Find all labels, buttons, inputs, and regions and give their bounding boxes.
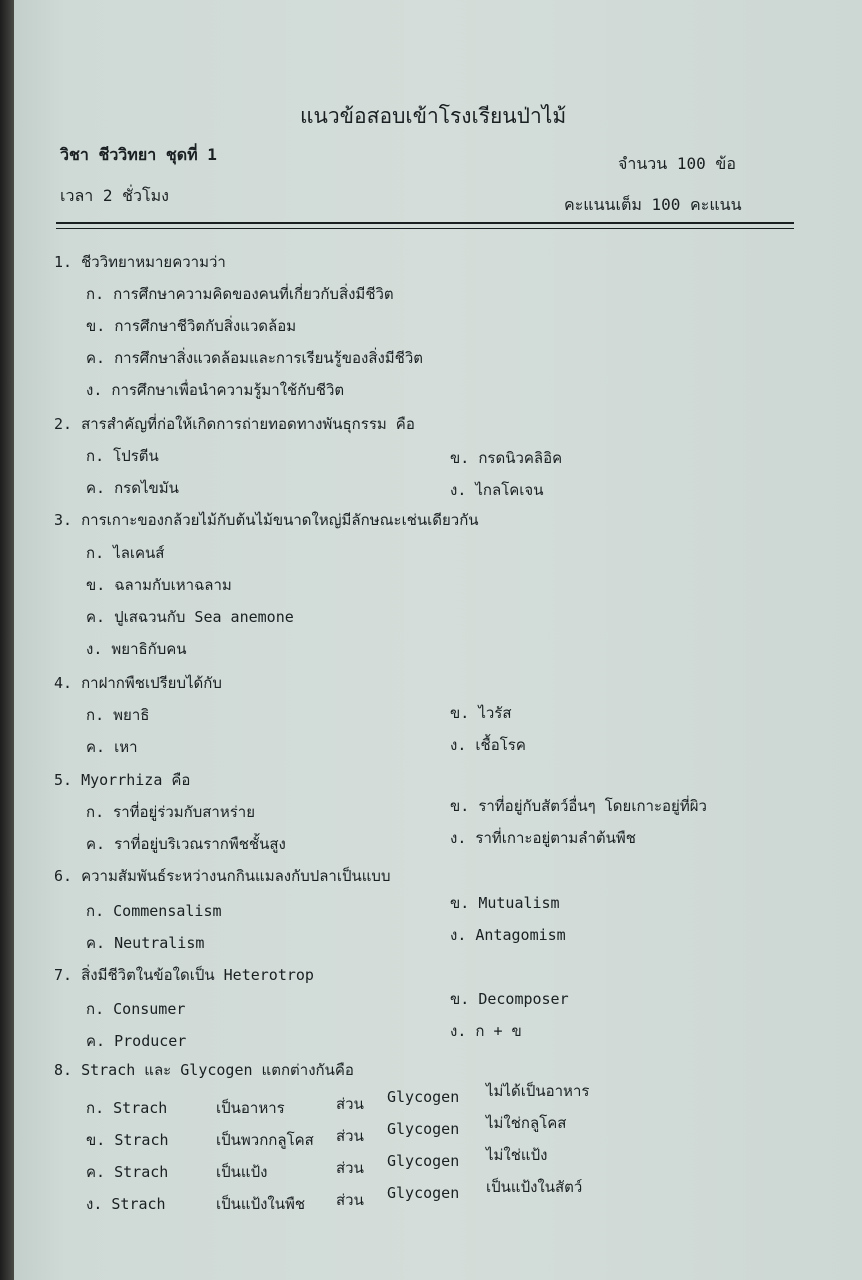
option: ค. เหา — [86, 738, 138, 756]
option: ก. พยาธิ — [86, 706, 150, 724]
option: ง. ราที่เกาะอยู่ตามลำต้นพืช — [450, 829, 636, 847]
question-8 — [54, 1058, 354, 1082]
question-text: Strach และ Glycogen แตกต่างกันคือ — [81, 1061, 354, 1079]
option: ง. พยาธิกับคน — [86, 640, 187, 658]
option-8c-result: ไม่ใช่แป้ง — [486, 1146, 548, 1164]
option: ก. Consumer — [86, 1000, 186, 1018]
option: ก. การศึกษาความคิดของคนที่เกี่ยวกับสิ่งมีชีวิต — [86, 285, 394, 303]
option-8a-strach: ก. Strach — [86, 1099, 168, 1117]
question-number: 8. — [54, 1061, 73, 1079]
question-text: ชีววิทยาหมายความว่า — [81, 253, 226, 271]
question-text: การเกาะของกล้วยไม้กับต้นไม้ขนาดใหญ่มีลักษณะเช่นเดียวกัน — [81, 511, 479, 529]
option-8d-conj: ส่วน — [336, 1191, 364, 1209]
option: ค. การศึกษาสิ่งแวดล้อมและการเรียนรู้ของสิ่งมีชีวิต — [86, 349, 424, 367]
option: ข. ราที่อยู่กับสัตว์อื่นๆ โดยเกาะอยู่ที่ผิว — [450, 797, 707, 815]
option-8d-desc: เป็นแป้งในพืช — [216, 1195, 306, 1213]
option-8c-conj: ส่วน — [336, 1159, 364, 1177]
option: ก. Commensalism — [86, 902, 222, 920]
question-4 — [54, 671, 222, 695]
question-text: Myorrhiza คือ — [81, 771, 191, 789]
question-number: 4. — [54, 674, 73, 692]
question-number: 5. — [54, 771, 73, 789]
book-binding — [0, 0, 14, 1280]
question-text: กาฝากพืชเปรียบได้กับ — [81, 674, 222, 692]
option: ค. ราที่อยู่บริเวณรากพืชชั้นสูง — [86, 835, 286, 853]
header-rule-bottom — [56, 228, 794, 229]
option-8b-conj: ส่วน — [336, 1127, 364, 1145]
option-8a-result: ไม่ได้เป็นอาหาร — [486, 1082, 590, 1100]
option: ง. เชื้อโรค — [450, 736, 526, 754]
question-7 — [54, 963, 314, 987]
option: ง. Antagomism — [450, 926, 566, 944]
option-8c-strach: ค. Strach — [86, 1163, 169, 1181]
option-8b-glycogen: Glycogen — [387, 1120, 460, 1138]
question-text: สิ่งมีชีวิตในข้อใดเป็น Heterotrop — [81, 966, 314, 984]
option: ค. กรดไขมัน — [86, 479, 179, 497]
option: ง. ก + ข — [450, 1022, 522, 1040]
option: ค. ปูเสฉวนกับ Sea anemone — [86, 608, 294, 626]
option: ข. ฉลามกับเหาฉลาม — [86, 576, 232, 594]
option-8b-strach: ข. Strach — [86, 1131, 169, 1149]
question-3 — [54, 508, 479, 532]
option: ง. การศึกษาเพื่อนำความรู้มาใช้กับชีวิต — [86, 381, 345, 399]
option: ก. ราที่อยู่ร่วมกับสาหร่าย — [86, 803, 256, 821]
full-score: คะแนนเต็ม 100 คะแนน — [564, 195, 742, 214]
option: ข. การศึกษาชีวิตกับสิ่งแวดล้อม — [86, 317, 297, 335]
question-number: 2. — [54, 415, 73, 433]
option-8d-strach: ง. Strach — [86, 1195, 166, 1213]
question-1 — [54, 250, 226, 274]
option: ข. กรดนิวคลิอิค — [450, 449, 563, 467]
option: ก. ไลเคนส์ — [86, 544, 165, 562]
option-8d-result: เป็นแป้งในสัตว์ — [486, 1178, 583, 1196]
question-5 — [54, 768, 190, 792]
exam-page — [14, 0, 862, 1280]
option-8a-desc: เป็นอาหาร — [216, 1099, 285, 1117]
option-8a-conj: ส่วน — [336, 1095, 364, 1113]
option: ข. Mutualism — [450, 894, 560, 912]
option: ก. โปรตีน — [86, 447, 159, 465]
option: ข. Decomposer — [450, 990, 569, 1008]
question-count: จำนวน 100 ข้อ — [618, 154, 736, 173]
option: ข. ไวรัส — [450, 704, 512, 722]
header-rule-top — [56, 222, 794, 224]
page-title: แนวข้อสอบเข้าโรงเรียนป่าไม้ — [300, 104, 567, 128]
question-2 — [54, 412, 415, 436]
option-8d-glycogen: Glycogen — [387, 1184, 460, 1202]
option-8a-glycogen: Glycogen — [387, 1088, 460, 1106]
time-label: เวลา 2 ชั่วโมง — [60, 186, 169, 205]
subject-label: วิชา ชีววิทยา ชุดที่ 1 — [60, 145, 217, 164]
question-number: 3. — [54, 511, 73, 529]
question-text: สารสำคัญที่ก่อให้เกิดการถ่ายทอดทางพันธุกรรม คือ — [81, 415, 415, 433]
question-text: ความสัมพันธ์ระหว่างนกกินแมลงกับปลาเป็นแบบ — [81, 867, 391, 885]
option: ค. Neutralism — [86, 934, 205, 952]
option-8b-desc: เป็นพวกกลูโคส — [216, 1131, 314, 1149]
option: ง. ไกลโคเจน — [450, 481, 544, 499]
option-8c-desc: เป็นแป้ง — [216, 1163, 268, 1181]
question-6 — [54, 864, 390, 888]
option-8b-result: ไม่ใช่กลูโคส — [486, 1114, 567, 1132]
option: ค. Producer — [86, 1032, 187, 1050]
option-8c-glycogen: Glycogen — [387, 1152, 460, 1170]
question-number: 1. — [54, 253, 73, 271]
question-number: 7. — [54, 966, 73, 984]
question-number: 6. — [54, 867, 73, 885]
